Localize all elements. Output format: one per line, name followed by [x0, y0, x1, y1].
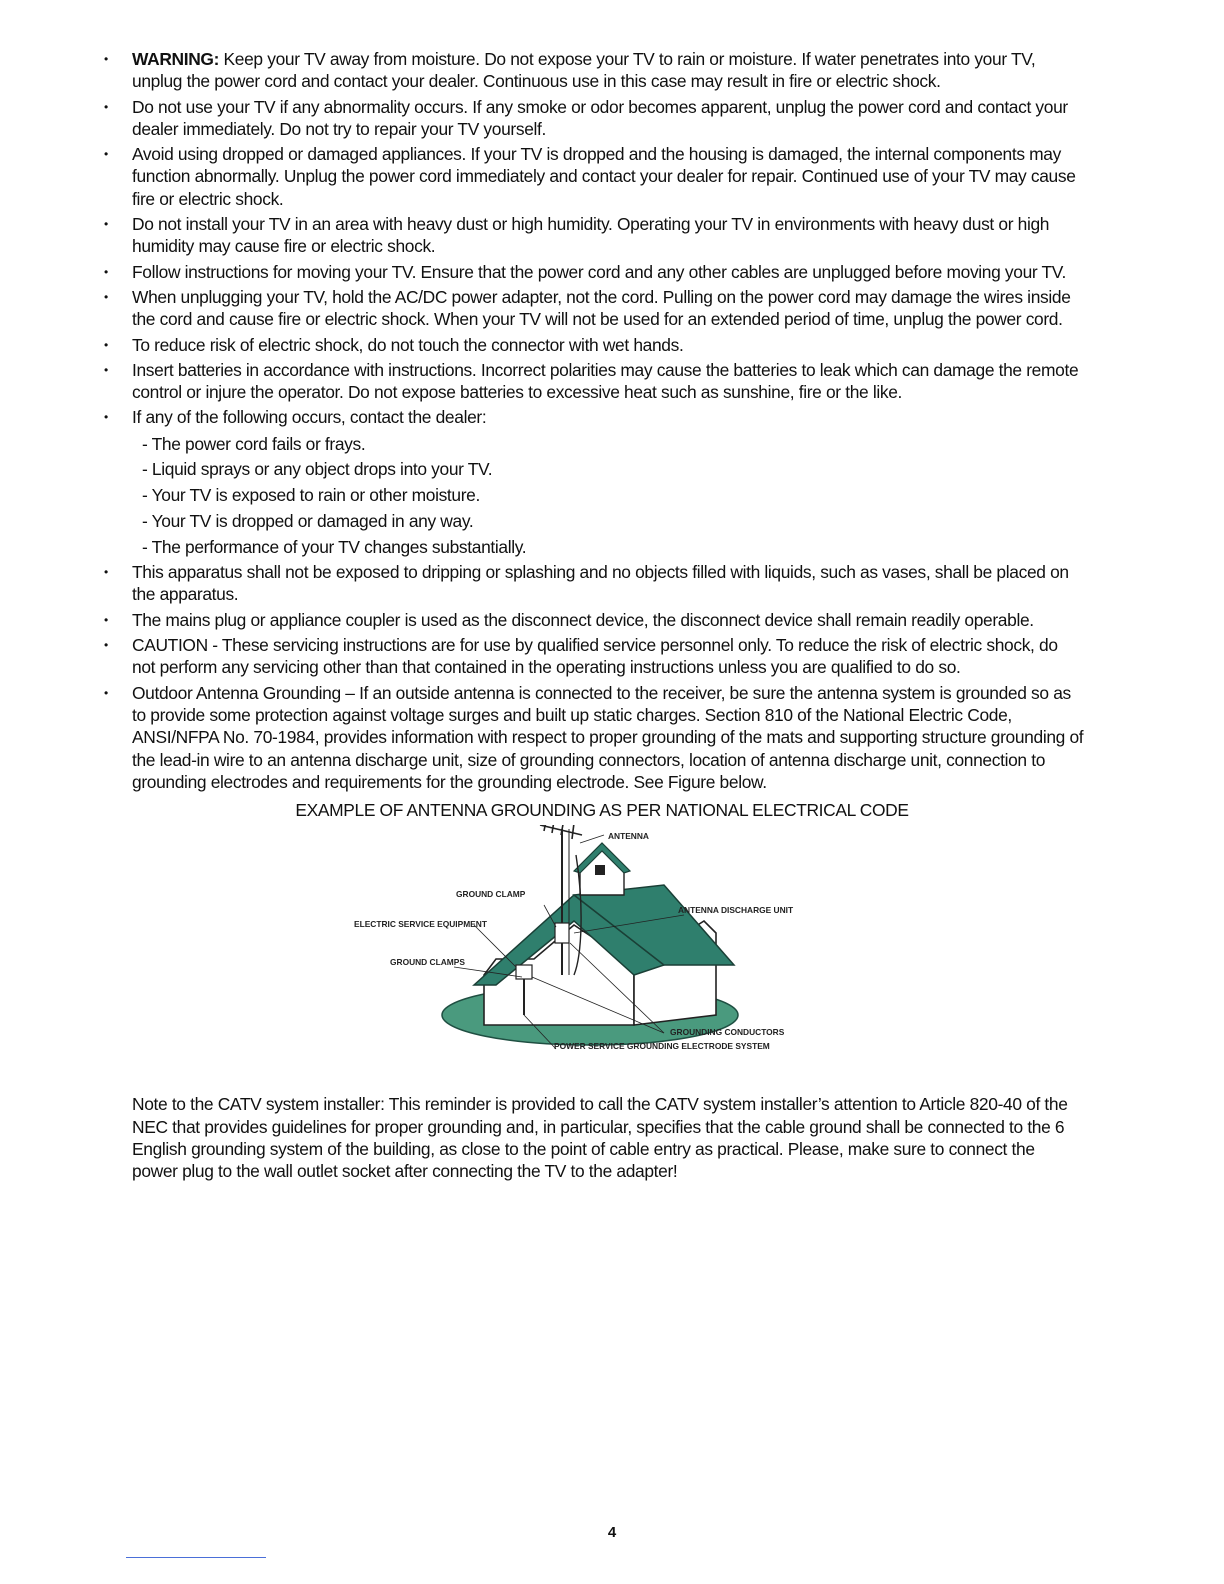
document-body: [104, 48, 1084, 1183]
electric-service-box: [516, 965, 532, 979]
warning-label: WARNING:: [132, 49, 220, 69]
item-text: To reduce risk of electric shock, do not touch the connector with wet hands.: [132, 334, 684, 355]
item-text: Do not use your TV if any abnormality occurs. If any smoke or odor becomes apparent, unplug the power cord and contact your dealer immediately. Do not try to repair your TV yourself.: [132, 96, 1068, 139]
list-item: [104, 286, 1084, 331]
list-item: [104, 334, 1084, 356]
item-text: Avoid using dropped or damaged appliances. If your TV is dropped and the housing is damaged, the internal components may function abnormally. Unplug the power cord immediately and contact your dealer for repair. Continued use of your TV may cause fire or electric shock.: [132, 144, 1076, 209]
list-item: [104, 143, 1084, 210]
item-text: Follow instructions for moving your TV. Ensure that the power cord and any other cables are unplugged before moving your TV.: [132, 261, 1066, 282]
list-item: [104, 261, 1084, 283]
item-text: CAUTION - These servicing instructions are for use by qualified service personnel only. To reduce the risk of electric shock, do not perform any servicing other than that contained in the operating instructions unless you are qualified to do so.: [132, 635, 1058, 678]
dealer-conditions-list: [132, 433, 1084, 558]
item-text: If any of the following occurs, contact the dealer:: [132, 407, 487, 428]
label-grounding-conductors: GROUNDING CONDUCTORS: [670, 1027, 785, 1038]
item-text: Keep your TV away from moisture. Do not expose your TV to rain or moisture. If water penetrates into your TV, unplug the power cord and contact your dealer. Continuous use in this case may result in fire or electric shock.: [132, 49, 1036, 92]
discharge-unit: [555, 923, 569, 943]
list-item: [104, 609, 1084, 631]
sub-item: - Liquid sprays or any object drops into your TV.: [142, 459, 493, 480]
catv-installer-note: Note to the CATV system installer: This reminder is provided to call the CATV system installer’s attention to Article 820-40 of the NEC that provides guidelines for proper grounding and, in particular, specifies that the cable ground shall be connected to the 6 English grounding system of the building, as close to the point of cable entry as practical. Please, make sure to connect the power plug to the wall outlet socket after connecting the TV to the adapter!: [132, 1094, 1068, 1182]
item-text: The mains plug or appliance coupler is used as the disconnect device, the disconnect device shall remain readily operable.: [132, 609, 1034, 630]
item-text: When unplugging your TV, hold the AC/DC power adapter, not the cord. Pulling on the power cord may damage the wires inside the cord and cause fire or electric shock. When your TV will not be used for an extended period of time, unplug the power cord.: [132, 286, 1071, 330]
label-electric-service-equipment: ELECTRIC SERVICE EQUIPMENT: [354, 919, 487, 930]
list-item: [104, 634, 1084, 679]
page-number: 4: [607, 1524, 617, 1541]
figure-title: EXAMPLE OF ANTENNA GROUNDING AS PER NATIONAL ELECTRICAL CODE: [295, 800, 909, 821]
grounding-diagram: [104, 825, 1084, 1075]
sub-item: - Your TV is dropped or damaged in any way.: [142, 510, 474, 531]
label-antenna-discharge-unit: ANTENNA DISCHARGE UNIT: [678, 905, 794, 916]
item-text: Do not install your TV in an area with heavy dust or high humidity. Operating your TV in environments with heavy dust or high humidity may cause fire or electric shock.: [132, 214, 1050, 257]
list-item: [104, 48, 1084, 93]
list-item: [104, 213, 1084, 258]
sub-item: - The power cord fails or frays.: [142, 433, 366, 454]
list-item: [104, 359, 1084, 404]
label-ground-clamps: GROUND CLAMPS: [390, 957, 465, 968]
antenna-grounding-figure: [104, 825, 1084, 1075]
list-item: [104, 682, 1084, 793]
item-text: This apparatus shall not be exposed to dripping or splashing and no objects filled with liquids, such as vases, shall be placed on the apparatus.: [132, 562, 1069, 605]
sub-item: - Your TV is exposed to rain or other moisture.: [142, 485, 480, 506]
label-power-service: POWER SERVICE GROUNDING ELECTRODE SYSTEM: [554, 1041, 770, 1052]
list-item: [104, 561, 1084, 606]
item-text: Insert batteries in accordance with instructions. Incorrect polarities may cause the batteries to leak which can damage the remote control or injure the operator. Do not expose batteries to excessive heat such as sunshine, fire or the like.: [132, 359, 1079, 403]
dormer-window: [595, 865, 605, 875]
item-text: Outdoor Antenna Grounding – If an outside antenna is connected to the receiver, be sure the antenna system is grounded so as to provide some protection against voltage surges and built up static charges. Section 810 of the National Electric Code, ANSI/NFPA No. 70-1984, provides information with respect to proper grounding of the mats and supporting structure grounding of the lead-in wire to an antenna discharge unit, size of grounding connectors, location of antenna discharge unit, connection to grounding electrodes and requirements for the grounding electrode. See Figure below.: [132, 682, 1084, 792]
label-antenna: ANTENNA: [608, 831, 649, 842]
label-ground-clamp: GROUND CLAMP: [456, 889, 526, 900]
list-item: [104, 406, 1084, 557]
safety-list: [104, 48, 1084, 793]
footer-rule: [126, 1557, 266, 1558]
list-item: [104, 96, 1084, 141]
sub-item: - The performance of your TV changes substantially.: [142, 536, 527, 557]
